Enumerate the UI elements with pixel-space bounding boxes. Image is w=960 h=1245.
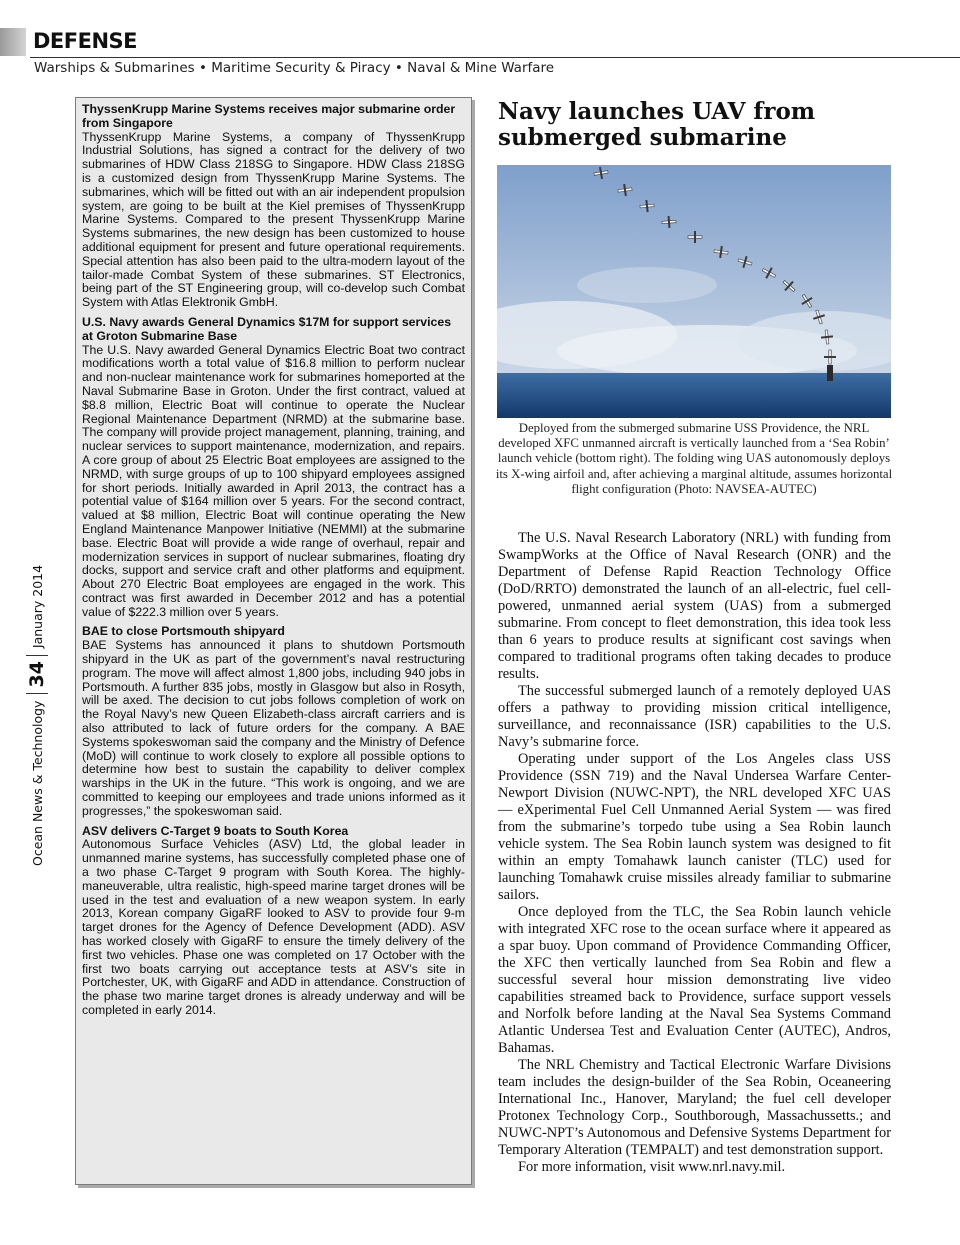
brief-headline: BAE to close Portsmouth shipyard bbox=[82, 624, 285, 639]
section-subtitle: Warships & Submarines • Maritime Security & Piracy • Naval & Mine Warfare bbox=[34, 60, 555, 76]
brief-body: The U.S. Navy awarded General Dynamics Electric Boat two contract modifications worth a total value of $16.8 million to perform nuclear and non-nuclear maintenance work for submarines homeported at the Naval Submarine Base in Groton. Under the first contract, valued at $8.8 million, Electric Boat will continue to operate the Nuclear Regional Maintenance Department (NRMD) at the submarine base. The company will provide project management, planning, training, and nuclear services to support maintenance, modernization, and repairs. A core group of about 25 Electric Boat employees are assigned to the NRMD, with surge groups of up to 100 shipyard employees assigned for short periods. Initially awarded in April 2013, the contract has a potential value of $164 million over 5 years. For the second contract, valued at $8 million, Electric Boat will continue operating the New England Maintenance Manpower Initiative (NEMMI) at the submarine base. Electric Boat will provide a wide range of overhaul, repair and modernization services in support of nuclear submarines, floating dry docks, support and service craft and other platforms and equipment. About 270 Electric Boat employees are engaged in the work. This contract was first awarded in December 2012 and has a potential value of $222.3 million over 5 years. bbox=[82, 342, 465, 619]
brief-headline: ASV delivers C-Target 9 boats to South Korea bbox=[82, 823, 349, 838]
section-title: DEFENSE bbox=[33, 29, 138, 53]
uav-launch-photo bbox=[497, 165, 891, 418]
brief-body: BAE Systems has announced it plans to shutdown Portsmouth shipyard in the UK as part of the government’s naval restructuring program. The move will affect almost 1,800 jobs, including 940 jobs in Portsmouth. A further 835 jobs, mostly in Glasgow but also in Rosyth, will be axed. The decision to cut jobs follows completion of work on the Royal Navy’s new Queen Elizabeth-class aircraft carriers and is also attributed to lack of future orders for the company. A BAE Systems spokeswoman said the company and the Ministry of Defence (MoD) will continue to work closely to explore all possible options to determine how best to sustain the capability to deliver complex warships in the UK in the future. “This work is ongoing, and we are committed to keeping our employees and trade unions informed as it progresses,” the spokeswoman said. bbox=[82, 638, 465, 818]
article-paragraph: Operating under support of the Los Angeles class USS Providence (SSN 719) and the Naval Undersea Warfare Center-Newport Division (NUWC-NPT), the NRL developed XFC UAS — eXperimental Fuel Cell Unmanned Aerial System — was fired from the submarine’s torpedo tube using a Sea Robin launch vehicle system. The Sea Robin launch system was designed to fit within an empty Tomahawk launch canister (TLC) used for launching Tomahawk cruise missiles already familiar to submarine sailors. bbox=[498, 751, 891, 903]
brief-headline: U.S. Navy awards General Dynamics $17M for support services at Groton Submarine Base bbox=[82, 314, 452, 343]
article-paragraph: The NRL Chemistry and Tactical Electronic Warfare Divisions team includes the design-builder of the Sea Robin, Oceaneering International Inc., Hanover, Maryland; the fuel cell developer Protonex Technology Corp., Southborough, Massachussetts.; and NUWC-NPT’s Autonomous and Defensive Systems Department for Temporary Alteration (TEMPALT) and test demonstration support. bbox=[498, 1057, 891, 1158]
issue-date: January 2014 bbox=[29, 564, 45, 649]
brief-asv-c-target bbox=[82, 825, 465, 1018]
article-paragraph: The successful submerged launch of a remotely deployed UAS offers a pathway to providing mission critical intelligence, surveillance, and reconnaissance (ISR) capabilities to the U.S. Navy’s submarine force. bbox=[498, 683, 891, 750]
news-briefs-sidebar bbox=[75, 97, 472, 1185]
brief-thyssenkrupp bbox=[82, 103, 465, 310]
brief-headline: ThyssenKrupp Marine Systems receives major submarine order from Singapore bbox=[82, 102, 456, 130]
article-title: Navy launches UAV from submerged submarine bbox=[498, 98, 816, 151]
sea-robin-buoy bbox=[827, 365, 833, 381]
header-rule bbox=[30, 57, 960, 58]
section-tab-marker bbox=[0, 28, 26, 56]
brief-body: Autonomous Surface Vehicles (ASV) Ltd, the global leader in unmanned marine systems, has successfully completed phase one of a two phase C-Target 9 program with South Korea. The highly-maneuverable, ultra realistic, high-speed marine target drones will be used in the test and evaluation of a new weapon system. In early 2013, Korean company GigaRF looked to ASV to provide four 9-m target drones for the Agency of Defence Development (ADD). ASV has worked closely with GigaRF to ensure the timely delivery of the first two vehicles. Phase one was completed on 17 October with the first two boats carrying out acceptance tests at ASV’s site in Portchester, UK, with GigaRF and ADD in attendance. Construction of the phase two marine target drones is already underway and will be completed in early 2014. bbox=[82, 837, 465, 1017]
photo-caption: Deployed from the submerged submarine USS Providence, the NRL developed XFC unmanned aircraft is vertically launched from a ‘Sea Robin’ launch vehicle (bottom right). The folding wing UAS autonomously deploys its X-wing airfoil and, after achieving a marginal altitude, assumes horizontal flight configuration (Photo: NAVSEA-AUTEC) bbox=[495, 421, 893, 496]
article-paragraph: For more information, visit www.nrl.navy.mil. bbox=[518, 1159, 786, 1175]
page-number: 34 bbox=[26, 655, 48, 693]
page-side-label bbox=[26, 565, 48, 866]
brief-general-dynamics bbox=[82, 316, 465, 620]
article-paragraph: Once deployed from the TLC, the Sea Robin launch vehicle with integrated XFC rose to the ocean surface where it appeared as a spar buoy. Upon command of Providence Commanding Officer, the XFC then vertically launched from Sea Robin and flew a successful several hour mission demonstrating live video capabilities streamed back to Providence, surface support vessels and Norfolk before landing at the Naval Sea Systems Command Atlantic Undersea Test and Evaluation Center (AUTEC), Andros, Bahamas. bbox=[498, 904, 891, 1056]
publication-name: Ocean News & Technology bbox=[29, 700, 45, 866]
brief-bae-portsmouth bbox=[82, 625, 465, 818]
article-paragraph: The U.S. Naval Research Laboratory (NRL) with funding from SwampWorks at the Office of Naval Research (ONR) and the Department of Defense Rapid Reaction Technology Office (DoD/RRTO) demonstrated the launch of an all-electric, fuel cell-powered, unmanned aerial system (UAS) from a submerged submarine. From concept to fleet demonstration, this idea took less than 6 years to produce results at significant cost savings when compared to traditional programs often taking decades to produce results. bbox=[498, 530, 891, 682]
article-body bbox=[498, 530, 891, 1176]
brief-body: ThyssenKrupp Marine Systems, a company of ThyssenKrupp Industrial Solutions, has signed a contract for the delivery of two submarines of HDW Class 218SG to Singapore. HDW Class 218SG is a customized design from ThyssenKrupp Marine Systems. The submarines, which will be fitted out with an air independent propulsion system, are going to be built at the Kiel premises of ThyssenKrupp Marine Systems. Compared to the present ThyssenKrupp Marine Systems submarines, the new design has been customized to house additional equipment for present and future operational requirements. Special attention has also been paid to the ultra-modern layout of the tailor-made Combat System of these submarines. ST Electronics, being part of the ST Engineering group, will co-develop such Combat System with Atlas Elektronik GmbH. bbox=[82, 129, 465, 310]
